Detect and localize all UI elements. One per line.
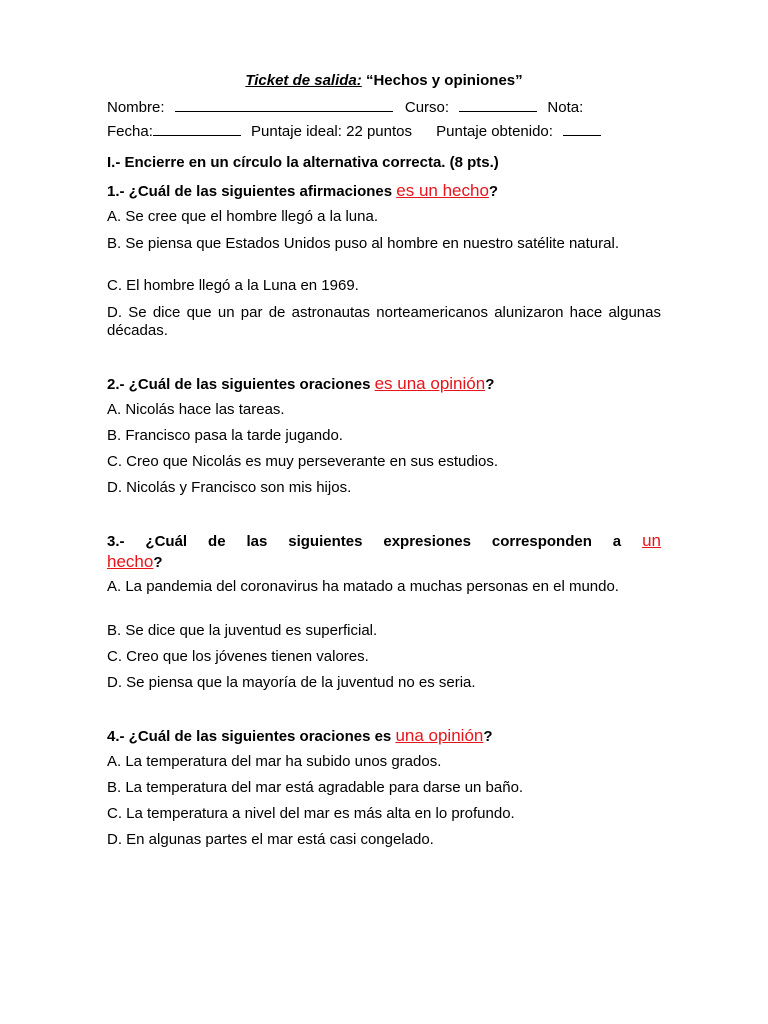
question-3-highlight-b: hecho — [107, 552, 154, 571]
question-1-option-d[interactable]: D. Se dice que un par de astronautas norteamericanos alunizaron hace algunas décadas. — [107, 304, 661, 339]
score-info-row — [107, 121, 661, 140]
question-2-option-d[interactable]: D. Nicolás y Francisco son mis hijos. — [107, 479, 352, 496]
question-3-option-c[interactable]: C. Creo que los jóvenes tienen valores. — [107, 648, 369, 665]
nota-label: Nota: — [547, 99, 584, 116]
question-1 — [107, 180, 661, 202]
question-2-option-a[interactable]: A. Nicolás hace las tareas. — [107, 401, 285, 418]
question-1-highlight: es un hecho — [396, 181, 489, 200]
question-2-prefix: 2.- ¿Cuál de las siguientes oraciones — [107, 376, 375, 393]
nombre-blank[interactable] — [175, 97, 393, 112]
question-2-highlight: es una opinión — [374, 374, 486, 393]
question-1-option-b[interactable]: B. Se piensa que Estados Unidos puso al hombre en nuestro satélite natural. — [107, 235, 619, 252]
title-lead: Ticket de salida: — [245, 72, 362, 89]
question-1-suffix: ? — [488, 183, 499, 200]
curso-blank[interactable] — [459, 97, 537, 112]
question-4-option-c[interactable]: C. La temperatura a nivel del mar es más alta en lo profundo. — [107, 805, 515, 822]
question-3-line-1 — [107, 530, 661, 552]
question-3-option-a[interactable]: A. La pandemia del coronavirus ha matado a muchas personas en el mundo. — [107, 578, 619, 595]
question-4 — [107, 725, 661, 747]
fecha-blank[interactable] — [153, 121, 241, 136]
question-4-suffix: ? — [483, 728, 493, 745]
instructions: I.- Encierre en un círculo la alternativa correcta. (8 pts.) — [107, 154, 499, 171]
question-4-option-b[interactable]: B. La temperatura del mar está agradable para darse un baño. — [107, 779, 524, 796]
student-info-row — [107, 97, 661, 116]
question-4-prefix: 4.- ¿Cuál de las siguientes oraciones es — [107, 728, 396, 745]
question-2-option-c[interactable]: C. Creo que Nicolás es muy perseverante en sus estudios. — [107, 453, 499, 470]
page-title — [0, 72, 768, 89]
question-1-prefix: 1.- ¿Cuál de las siguientes afirmaciones — [107, 183, 397, 200]
puntaje-ideal: Puntaje ideal: 22 puntos — [251, 123, 412, 140]
curso-label: Curso: — [404, 99, 450, 116]
question-3-prefix: 3.- ¿Cuál de las siguientes expresiones corresponden a — [107, 533, 643, 550]
title-main: “Hechos y opiniones” — [361, 72, 523, 89]
question-2 — [107, 373, 661, 395]
nombre-label: Nombre: — [107, 99, 165, 116]
question-4-highlight: una opinión — [395, 726, 484, 745]
question-3-suffix: ? — [153, 554, 163, 571]
question-4-option-a[interactable]: A. La temperatura del mar ha subido unos grados. — [107, 753, 442, 770]
question-1-option-c[interactable]: C. El hombre llegó a la Luna en 1969. — [107, 277, 359, 294]
puntaje-obtenido-label: Puntaje obtenido: — [436, 123, 553, 140]
question-1-option-a[interactable]: A. Se cree que el hombre llegó a la luna. — [107, 208, 379, 225]
question-4-option-d[interactable]: D. En algunas partes el mar está casi congelado. — [107, 831, 434, 848]
question-3-option-d[interactable]: D. Se piensa que la mayoría de la juventud no es seria. — [107, 674, 476, 691]
question-3-option-b[interactable]: B. Se dice que la juventud es superficial. — [107, 622, 378, 639]
question-2-option-b[interactable]: B. Francisco pasa la tarde jugando. — [107, 427, 343, 444]
puntaje-obtenido-blank[interactable] — [563, 121, 601, 136]
question-2-suffix: ? — [485, 376, 495, 393]
fecha-label: Fecha: — [107, 123, 153, 140]
question-3-line-2 — [107, 551, 661, 573]
question-3-highlight-a: un — [642, 531, 661, 550]
